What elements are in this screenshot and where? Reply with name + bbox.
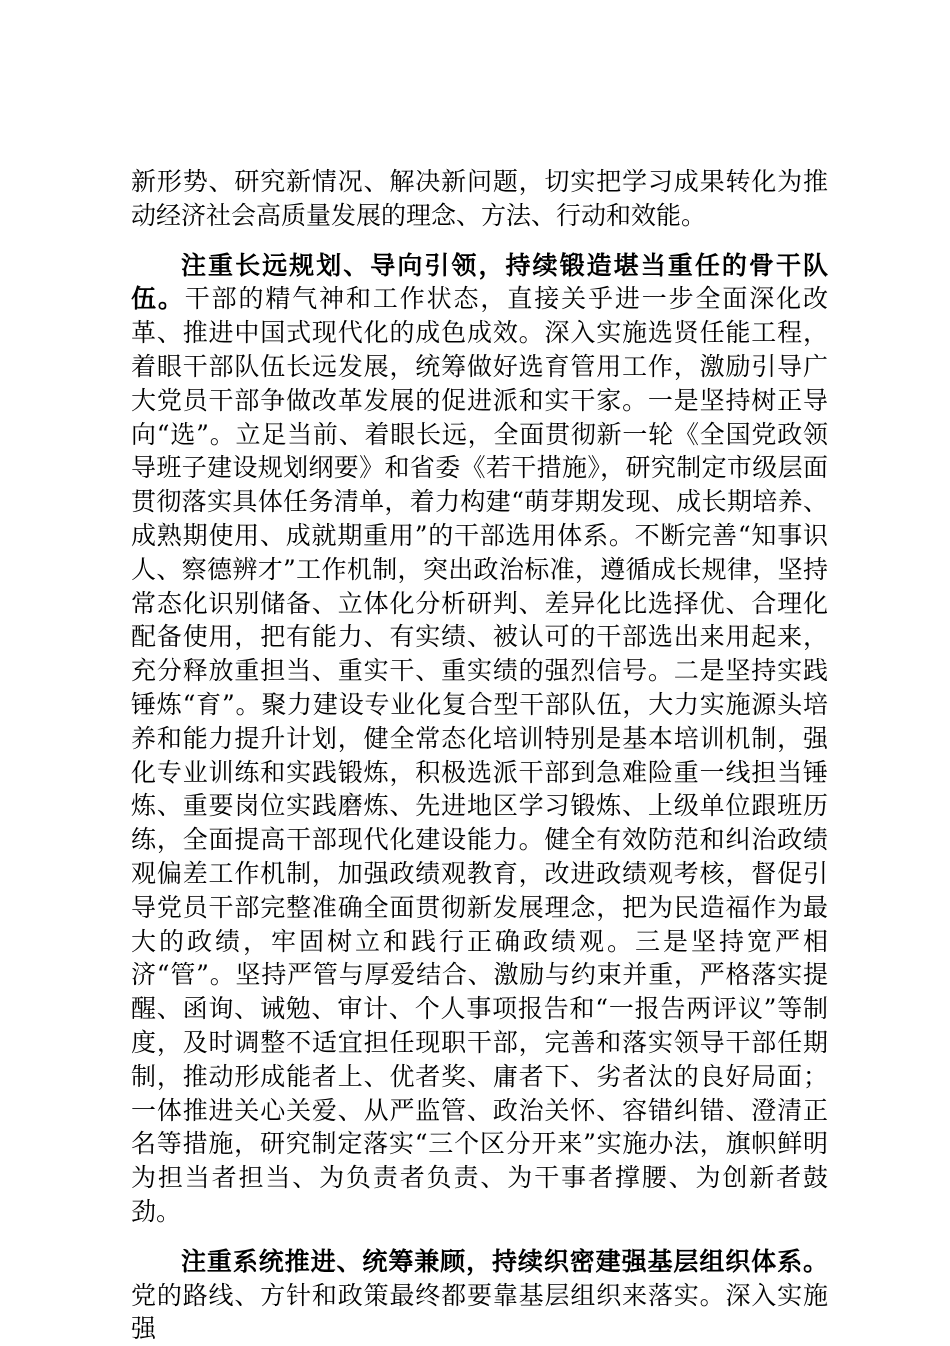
paragraph-text: 党的路线、方针和政策最终都要靠基层组织来落实。深入实施强 xyxy=(131,1280,828,1344)
paragraph-text: 新形势、研究新情况、解决新问题，切实把学习成果转化为推动经济社会高质量发展的理念、方法、行动和效能。 xyxy=(131,167,828,230)
paragraph-text: 干部的精气神和工作状态，直接关乎进一步全面深化改革、推进中国式现代化的成色成效。深入实施选贤任能工程，着眼干部队伍长远发展，统筹做好选育管用工作，激励引导广大党员干部争做改革发展的促进派和实干家。一是坚持树正导向“选”。立足当前、着眼长远，全面贯彻新一轮《全国党政领导班子建设规划纲要》和省委《若干措施》，研究制定市级层面贯彻落实具体任务清单，着力构建“萌芽期发现、成长期培养、成熟期使用、成就期重用”的干部选用体系。不断完善“知事识人、察德辨才”工作机制，突出政治标准，遵循成长规律，坚持常态化识别储备、立体化分析研判、差异化比选择优、合理化配备使用，把有能力、有实绩、被认可的干部选出来用起来，充分释放重担当、重实干、重实绩的强烈信号。二是坚持实践锤炼“育”。聚力建设专业化复合型干部队伍，大力实施源头培养和能力提升计划，健全常态化培训特别是基本培训机制，强化专业训练和实践锻炼，积极选派干部到急难险重一线担当锤炼、重要岗位实践磨炼、先进地区学习锻炼、上级单位跟班历练，全面提高干部现代化建设能力。健全有效防范和纠治政绩观偏差工作机制，加强政绩观教育，改进政绩观考核，督促引导党员干部完整准确全面贯彻新发展理念，把为民造福作为最大的政绩，牢固树立和践行正确政绩观。三是坚持宽严相济“管”。坚持严管与厚爱结合、激励与约束并重，严格落实提醒、函询、诫勉、审计、个人事项报告和“一报告两评议”等制度，及时调整不适宜担任现职干部，完善和落实领导干部任期制，推动形成能者上、优者奖、庸者下、劣者汰的良好局面；一体推进关心关爱、从严监管、政治关怀、容错纠错、澄清正名等措施，研究制定落实“三个区分开来”实施办法，旗帜鲜明为担当者担当、为负责者负责、为干事者撑腰、为创新者鼓劲。 xyxy=(131,284,828,1226)
paragraph-continuation xyxy=(131,165,828,233)
paragraph-heading: 注重系统推进、统筹兼顾，持续织密建强基层组织体系。 xyxy=(181,1246,828,1276)
paragraph-heading: 注重长远规划、导向引领，持续锻造堪当重任的骨干队伍。 xyxy=(131,250,828,314)
paragraph-cadre-team xyxy=(131,249,828,1229)
paragraph-grassroots-organization xyxy=(131,1245,828,1346)
document-page xyxy=(131,165,828,1346)
